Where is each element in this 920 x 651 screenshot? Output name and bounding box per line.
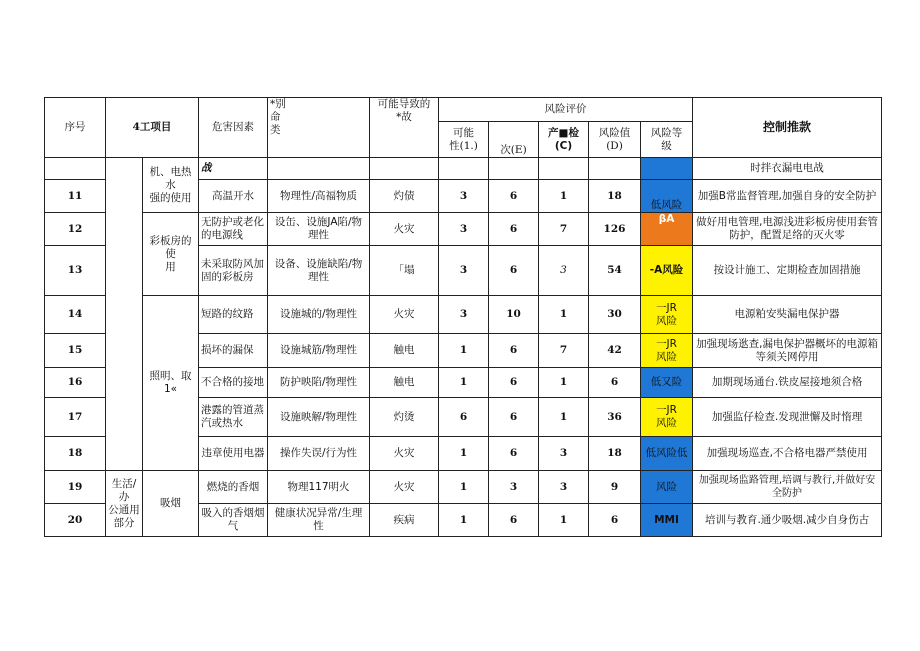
group-lighting: 照明、取 1«: [143, 296, 199, 471]
cell-c: 1: [539, 504, 589, 537]
cell-accident: 「塌: [370, 246, 439, 296]
cell-l: 3: [439, 246, 489, 296]
cell-c: 1: [539, 398, 589, 437]
header-risk-level: 风险等 级: [641, 122, 693, 158]
header-risk-eval: 风险评价: [439, 98, 693, 122]
cell-hazard: 未采取防风加固的彩板房: [199, 246, 268, 296]
cell-e: 6: [489, 437, 539, 471]
cell-e: 6: [489, 334, 539, 368]
cell-e: 6: [489, 180, 539, 213]
cell-d: 18: [589, 437, 641, 471]
cell-accident: 火灾: [370, 471, 439, 504]
cell-seq: 16: [45, 368, 106, 398]
header-control: 控制推款: [693, 98, 882, 158]
cell-c: 1: [539, 368, 589, 398]
cell-seq: 18: [45, 437, 106, 471]
cell-e: 3: [489, 471, 539, 504]
cell-c: 1: [539, 180, 589, 213]
cell-seq: 15: [45, 334, 106, 368]
header-category: *别 命 类: [268, 98, 370, 158]
cell-seq: 17: [45, 398, 106, 437]
cell-category: 设施映解/物理性: [268, 398, 370, 437]
risk-level-badge: 一JR 风险: [641, 334, 693, 368]
cell-l: 3: [439, 213, 489, 246]
cell-l: 1: [439, 471, 489, 504]
cell-control: 加强监仔检查.发现泄懈及时惰理: [693, 398, 882, 437]
cell-d: 18: [589, 180, 641, 213]
cell-hazard: 损坏的漏保: [199, 334, 268, 368]
risk-level-badge: MMI: [641, 504, 693, 537]
risk-level-badge: [641, 158, 693, 180]
cell-hazard: 高温开水: [199, 180, 268, 213]
table-row: [45, 296, 882, 334]
cell-c: 3: [539, 471, 589, 504]
risk-level-badge: 低又险: [641, 368, 693, 398]
cell-category: 设备、设施缺陷/物理性: [268, 246, 370, 296]
cell-hazard: 违章使用电器: [199, 437, 268, 471]
cell-category: 设施城筋/物理性: [268, 334, 370, 368]
cell-e: 10: [489, 296, 539, 334]
cell-l: 3: [439, 180, 489, 213]
cell-seq: 11: [45, 180, 106, 213]
cell-c: 3: [539, 246, 589, 296]
group-smoking: 吸烟: [143, 471, 199, 537]
header-risk-value: 风险值 (D): [589, 122, 641, 158]
risk-assessment-table: [44, 97, 882, 537]
cell-e: 6: [489, 504, 539, 537]
header-hazard: 危害因素: [199, 98, 268, 158]
risk-level-badge: 风险: [641, 471, 693, 504]
cell-seq: 13: [45, 246, 106, 296]
header-likelihood: 可能 性(1.): [439, 122, 489, 158]
cell-e: 6: [489, 213, 539, 246]
cell-control: 培训与教育.通少吸烟.减少自身伤古: [693, 504, 882, 537]
cell-e: 6: [489, 368, 539, 398]
cell-hazard: 无防护或老化的电源线: [199, 213, 268, 246]
table-row: [45, 471, 882, 504]
header-frequency: 次(E): [489, 122, 539, 158]
cell-seq: 20: [45, 504, 106, 537]
cell-control: 电源粕安奘漏电保护器: [693, 296, 882, 334]
cell-hazard: 吸入的香烟烟气: [199, 504, 268, 537]
risk-level-badge: 一JR 风险: [641, 398, 693, 437]
cell-accident: 疾病: [370, 504, 439, 537]
cell-control: 加强现场巡查,不合格电器严禁使用: [693, 437, 882, 471]
risk-level-badge: 低风险低: [641, 437, 693, 471]
risk-level-badge: 一JR 风险: [641, 296, 693, 334]
cell-d: 6: [589, 368, 641, 398]
header-accident: 可能导致的 *故: [370, 98, 439, 158]
cell-l: 1: [439, 504, 489, 537]
cell-hazard: 短路的纹路: [199, 296, 268, 334]
cell-c: 3: [539, 437, 589, 471]
group-office-general: 生活/办 公通用 部分: [106, 471, 143, 537]
cell-d: 6: [589, 504, 641, 537]
risk-level-badge: βA: [641, 213, 693, 246]
cell-category: 健康状况异常/生理性: [268, 504, 370, 537]
cell-control: 时拌衣漏电电战: [693, 158, 882, 180]
cell-l: 6: [439, 398, 489, 437]
cell-e: 6: [489, 246, 539, 296]
cell-accident: 灼烫: [370, 398, 439, 437]
cell-category: 设缶、设施JA陷/物理性: [268, 213, 370, 246]
cell-accident: 火灾: [370, 213, 439, 246]
cell-l: 1: [439, 368, 489, 398]
cell-accident: 灼债: [370, 180, 439, 213]
cell-c: 1: [539, 296, 589, 334]
cell-control: 按设计施工、定期检查加固措施: [693, 246, 882, 296]
cell-control: 加期现场通台.铁皮屋接地须合格: [693, 368, 882, 398]
cell-d: 30: [589, 296, 641, 334]
cell-category: 操作失误/行为性: [268, 437, 370, 471]
header-seq: 序号: [45, 98, 106, 158]
cell-accident: 触电: [370, 334, 439, 368]
cell-category: 物理117明火: [268, 471, 370, 504]
cell-hazard: 港露的管道蒸汽或热水: [199, 398, 268, 437]
cell-d: 36: [589, 398, 641, 437]
cell-category: 防护映陷/物理性: [268, 368, 370, 398]
cell-hazard: 不合格的接地: [199, 368, 268, 398]
cell-control: 加强现场逖查,漏电保护器概坏的电源箱等须关网停用: [693, 334, 882, 368]
cell-c: 7: [539, 334, 589, 368]
header-work-item: 4工项目: [106, 98, 199, 158]
cell-seq: 19: [45, 471, 106, 504]
cell-e: 6: [489, 398, 539, 437]
cell-d: 54: [589, 246, 641, 296]
table-row: [45, 158, 882, 180]
cell-category: 设施城的/物理性: [268, 296, 370, 334]
risk-level-badge: -A风险: [641, 246, 693, 296]
cell-d: 126: [589, 213, 641, 246]
cell-control: 加强B常监督管理,加强自身的安全防护: [693, 180, 882, 213]
cell-seq: 12: [45, 213, 106, 246]
group-hot-water: 机、电热水 强的使用: [143, 158, 199, 213]
cell-l: 1: [439, 334, 489, 368]
cell-l: 1: [439, 437, 489, 471]
cell-l: 3: [439, 296, 489, 334]
table-row: [45, 213, 882, 246]
cell-seq: 14: [45, 296, 106, 334]
cell-accident: 战: [199, 158, 268, 180]
cell-accident: 触电: [370, 368, 439, 398]
group-color-board-house: 彩板房的使 用: [143, 213, 199, 296]
cell-category: 物理性/高福物质: [268, 180, 370, 213]
cell-control: 加强现场监路管理,培调与教行,并做好安全防护: [693, 471, 882, 504]
risk-level-badge: 低风险: [641, 180, 693, 213]
cell-d: 9: [589, 471, 641, 504]
cell-c: 7: [539, 213, 589, 246]
cell-control: 做好用电管理,电源浅进彩板房使用套管防护，配置足络的灭火零: [693, 213, 882, 246]
header-consequence: 产■检 (C): [539, 122, 589, 158]
cell-accident: 火灾: [370, 296, 439, 334]
cell-d: 42: [589, 334, 641, 368]
cell-seq: [45, 158, 106, 180]
cell-hazard: 燃烧的香烟: [199, 471, 268, 504]
cell-accident: 火灾: [370, 437, 439, 471]
